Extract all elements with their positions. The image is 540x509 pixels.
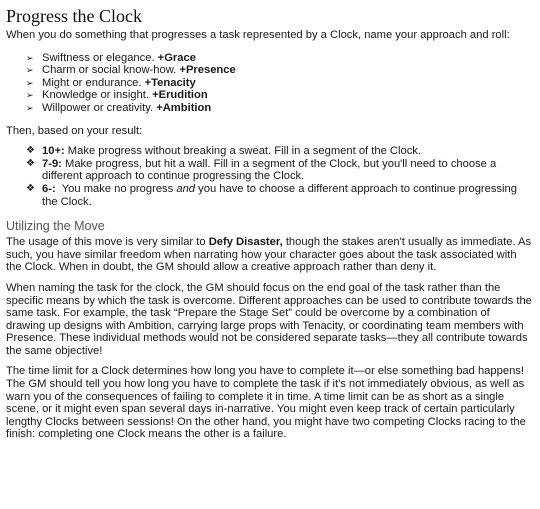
stat-label: +Presence <box>179 64 236 77</box>
diamond-bullet-icon: ❖ <box>26 182 35 194</box>
list-item: ❖ 6-: You make no progress and you have to choose a different approach to continue progressing the Clock. <box>26 182 521 208</box>
move-name: Defy Disaster, <box>208 236 283 249</box>
result-list <box>26 145 532 208</box>
diamond-bullet-icon: ❖ <box>26 145 35 157</box>
stat-label: +Ambition <box>156 101 212 114</box>
list-item: ➢ Willpower or creativity. +Ambition <box>26 101 212 114</box>
paragraph: When naming the task for the clock, the GM should focus on the end goal of the task rather than the specific means by which the task is overcome. Different approaches can be used to contribute towards the same task. For example, the task “Prepare the Stage Set” could be overcome by a combination of drawing up designs with Ambition, carrying large props with Tenacity, or coordinating team members with Presence. These individual methods would not be considered separate tasks—they all contribute towards the same objective! <box>6 281 532 357</box>
list-item: ➢ Swiftness or elegance. +Grace <box>26 51 196 64</box>
diamond-bullet-icon: ❖ <box>26 157 35 169</box>
stat-label: +Erudition <box>152 89 208 102</box>
stat-label: +Tenacity <box>144 76 196 89</box>
section-heading: Utilizing the Move <box>6 219 105 234</box>
list-item: ➢ Charm or social know-how. +Presence <box>26 64 236 77</box>
then-paragraph: Then, based on your result: <box>6 124 143 137</box>
arrow-bullet-icon: ➢ <box>26 52 34 63</box>
arrow-bullet-icon: ➢ <box>26 65 34 76</box>
arrow-bullet-icon: ➢ <box>26 77 34 88</box>
result-label: 6-: <box>42 182 56 195</box>
paragraph: The usage of this move is very similar to Defy Disaster, though the stakes aren't usually as immediate. As such, you have similar freedom when narrating how your character goes about the task associated with the Clock. When in doubt, the GM should allow a creative approach rather than deny it. <box>6 236 532 274</box>
list-item: ❖ 10+: Make progress without breaking a sweat. Fill in a segment of the Clock. <box>26 145 422 158</box>
list-item: ➢ Knowledge or insight. +Erudition <box>26 89 208 102</box>
stat-label: +Grace <box>157 51 196 64</box>
intro-paragraph: When you do something that progresses a task represented by a Clock, name your approach and roll: <box>6 29 510 41</box>
paragraph: The time limit for a Clock determines how long you have to complete it—or else something bad happens! The GM should tell you how long you have to complete the task if it's not immediately obvious, as well as warn you of the consequences of failing to complete it in time. A time limit can be as short as a single scene, or it might even span several days in-narrative. You might even keep track of certain particularly lengthy Clocks between sessions! On the other hand, you might have two competing Clocks racing to the finish: completing one Clock means the other is a failure. <box>6 365 526 441</box>
page-title: Progress the Clock <box>6 6 142 26</box>
arrow-bullet-icon: ➢ <box>26 102 34 113</box>
result-label: 7-9: <box>42 157 62 170</box>
list-item: ➢ Might or endurance. +Tenacity <box>26 76 196 89</box>
list-item: ❖ 7-9: Make progress, but hit a wall. Fill in a segment of the Clock, but you'll need to choose a different approach to continue progressing the Clock. <box>26 157 497 183</box>
result-label: 10+: <box>42 145 65 158</box>
arrow-bullet-icon: ➢ <box>26 90 34 101</box>
approach-list <box>26 52 532 115</box>
